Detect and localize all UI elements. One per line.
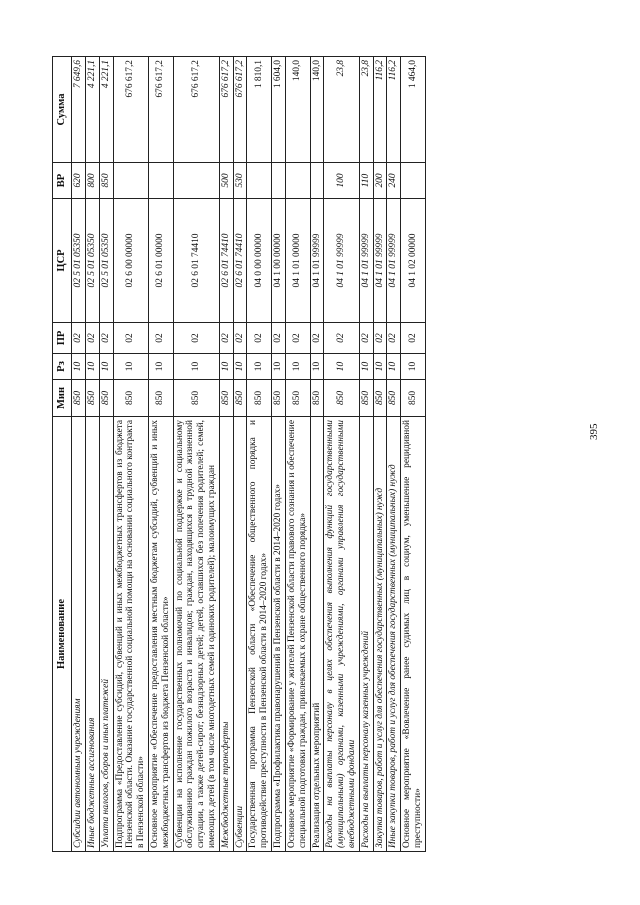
cell-rz: 10	[373, 354, 387, 380]
cell-pr: 02	[373, 323, 387, 354]
table-row	[99, 57, 113, 852]
cell-sum: 1 810,1	[247, 57, 272, 163]
cell-min: 850	[401, 380, 426, 417]
cell-vr: 500	[219, 163, 233, 199]
table-row	[285, 57, 310, 852]
cell-sum: 4 221,1	[99, 57, 113, 163]
budget-table-container	[52, 57, 582, 852]
table-row	[72, 57, 86, 852]
column-header-sum: Сумма	[53, 57, 72, 163]
table-row	[173, 57, 219, 852]
cell-csr: 04 1 01 00000	[285, 199, 310, 323]
cell-pr: 02	[173, 323, 219, 354]
cell-pr: 02	[310, 323, 324, 354]
cell-pr: 02	[387, 323, 401, 354]
cell-sum: 676 617,2	[148, 57, 173, 163]
cell-pr: 02	[233, 323, 247, 354]
cell-vr	[285, 163, 310, 199]
cell-name: Межбюджетные трансферты	[219, 417, 233, 852]
cell-pr: 02	[72, 323, 86, 354]
table-row	[113, 57, 148, 852]
cell-rz: 10	[219, 354, 233, 380]
table-row	[373, 57, 387, 852]
cell-csr: 02 5 01 05350	[99, 199, 113, 323]
cell-name: Субвенции на исполнение государственных полномочий по социальной поддержке и социальному обслуживанию граждан пожилого возраста и инвалидов; граждан, находящихся в трудной жизненной ситуации, а также детей-сирот; безнадзорных детей; детей, оставшихся без попечения родителей; семей, имеющих детей (в том числе многодетных семей и одиноких родителей); малоимущих граждан	[173, 417, 219, 852]
cell-vr: 200	[373, 163, 387, 199]
cell-rz: 10	[401, 354, 426, 380]
cell-csr: 04 1 01 99999	[310, 199, 324, 323]
cell-min: 850	[85, 380, 99, 417]
cell-vr: 240	[387, 163, 401, 199]
cell-csr: 04 1 00 00000	[272, 199, 286, 323]
cell-name: Подпрограмма «Предоставление субсидий, субвенций и иных межбюджетных трансфертов из бюджета Пензенской области. Оказание государственной социальной помощи на основании социального контракта в Пензенской области»	[113, 417, 148, 852]
cell-csr: 02 6 01 00000	[148, 199, 173, 323]
column-header-pr: ПР	[53, 323, 72, 354]
cell-vr	[401, 163, 426, 199]
table-row	[148, 57, 173, 852]
cell-rz: 10	[85, 354, 99, 380]
column-header-name: Наименование	[53, 417, 72, 852]
cell-csr: 04 0 00 00000	[247, 199, 272, 323]
cell-sum: 1 464,0	[401, 57, 426, 163]
cell-min: 850	[324, 380, 359, 417]
cell-pr: 02	[99, 323, 113, 354]
page-number: 395	[588, 423, 600, 440]
cell-csr: 02 6 01 74410	[173, 199, 219, 323]
table-row	[387, 57, 401, 852]
table-body	[72, 57, 426, 852]
cell-pr: 02	[113, 323, 148, 354]
cell-sum: 116,2	[387, 57, 401, 163]
cell-pr: 02	[324, 323, 359, 354]
cell-sum: 23,8	[359, 57, 373, 163]
cell-vr	[148, 163, 173, 199]
cell-sum: 676 617,2	[173, 57, 219, 163]
cell-name: Иные бюджетные ассигнования	[85, 417, 99, 852]
cell-min: 850	[113, 380, 148, 417]
cell-csr: 04 1 01 99999	[359, 199, 373, 323]
cell-pr: 02	[247, 323, 272, 354]
table-row	[359, 57, 373, 852]
cell-pr: 02	[359, 323, 373, 354]
cell-name: Субвенции	[233, 417, 247, 852]
cell-vr: 100	[324, 163, 359, 199]
cell-min: 850	[219, 380, 233, 417]
cell-sum: 140,0	[285, 57, 310, 163]
cell-rz: 10	[272, 354, 286, 380]
cell-vr: 800	[85, 163, 99, 199]
cell-min: 850	[148, 380, 173, 417]
table-row	[219, 57, 233, 852]
table-row	[310, 57, 324, 852]
cell-name: Уплата налогов, сборов и иных платежей	[99, 417, 113, 852]
cell-sum: 4 221,1	[85, 57, 99, 163]
cell-csr: 04 1 01 99999	[373, 199, 387, 323]
cell-rz: 10	[173, 354, 219, 380]
table-row	[233, 57, 247, 852]
budget-table	[52, 56, 426, 852]
cell-csr: 04 1 01 99999	[387, 199, 401, 323]
cell-name: Субсидии автономным учреждениям	[72, 417, 86, 852]
cell-vr: 530	[233, 163, 247, 199]
cell-min: 850	[272, 380, 286, 417]
cell-sum: 116,2	[373, 57, 387, 163]
cell-rz: 10	[72, 354, 86, 380]
cell-min: 850	[359, 380, 373, 417]
cell-csr: 02 6 01 74410	[219, 199, 233, 323]
cell-vr: 110	[359, 163, 373, 199]
cell-rz: 10	[148, 354, 173, 380]
cell-pr: 02	[219, 323, 233, 354]
cell-min: 850	[373, 380, 387, 417]
cell-name: Реализация отдельных мероприятий	[310, 417, 324, 852]
cell-name: Расходы на выплаты персоналу в целях обеспечения выполнения функций государственными (муниципальными) органами, казенными учреждениями, органами управления государственными внебюджетными фондами	[324, 417, 359, 852]
cell-vr	[310, 163, 324, 199]
table-row	[85, 57, 99, 852]
cell-csr: 04 1 01 99999	[324, 199, 359, 323]
cell-rz: 10	[359, 354, 373, 380]
cell-csr: 02 5 01 05350	[72, 199, 86, 323]
cell-vr: 620	[72, 163, 86, 199]
cell-name: Государственная программа Пензенской области «Обеспечение общественного порядка и противодействие преступности в Пензенской области в 2014–2020 годах»	[247, 417, 272, 852]
cell-rz: 10	[310, 354, 324, 380]
cell-name: Иные закупки товаров, работ и услуг для обеспечения государственных (муниципальных) нужд	[387, 417, 401, 852]
table-row	[247, 57, 272, 852]
cell-name: Подпрограмма «Профилактика правонарушений в Пензенской области в 2014–2020 годах»	[272, 417, 286, 852]
cell-min: 850	[173, 380, 219, 417]
cell-name: Закупка товаров, работ и услуг для обеспечения государственных (муниципальных) нужд	[373, 417, 387, 852]
cell-min: 850	[247, 380, 272, 417]
cell-pr: 02	[85, 323, 99, 354]
cell-pr: 02	[272, 323, 286, 354]
cell-vr	[113, 163, 148, 199]
cell-csr: 02 6 00 00000	[113, 199, 148, 323]
cell-rz: 10	[233, 354, 247, 380]
cell-sum: 676 617,2	[233, 57, 247, 163]
cell-sum: 7 649,6	[72, 57, 86, 163]
cell-pr: 02	[148, 323, 173, 354]
cell-min: 850	[310, 380, 324, 417]
cell-csr: 02 6 01 74410	[233, 199, 247, 323]
column-header-vr: ВР	[53, 163, 72, 199]
cell-sum: 140,0	[310, 57, 324, 163]
cell-pr: 02	[401, 323, 426, 354]
cell-vr: 850	[99, 163, 113, 199]
cell-rz: 10	[324, 354, 359, 380]
column-header-rz: Рз	[53, 354, 72, 380]
cell-rz: 10	[99, 354, 113, 380]
cell-sum: 1 604,0	[272, 57, 286, 163]
cell-rz: 10	[247, 354, 272, 380]
table-row	[272, 57, 286, 852]
cell-rz: 10	[285, 354, 310, 380]
cell-name: Основное мероприятие «Вовлечение ранее судимых лиц в социум, уменьшение рецидивной преступности»	[401, 417, 426, 852]
cell-min: 850	[285, 380, 310, 417]
cell-min: 850	[387, 380, 401, 417]
column-header-min: Мин	[53, 380, 72, 417]
cell-sum: 23,8	[324, 57, 359, 163]
cell-csr: 04 1 02 00000	[401, 199, 426, 323]
cell-min: 850	[99, 380, 113, 417]
table-header-row	[53, 57, 72, 852]
cell-vr	[173, 163, 219, 199]
cell-csr: 02 5 01 05350	[85, 199, 99, 323]
cell-pr: 02	[285, 323, 310, 354]
column-header-csr: ЦСР	[53, 199, 72, 323]
cell-rz: 10	[113, 354, 148, 380]
cell-sum: 676 617,2	[219, 57, 233, 163]
cell-sum: 676 617,2	[113, 57, 148, 163]
cell-rz: 10	[387, 354, 401, 380]
cell-vr	[247, 163, 272, 199]
cell-name: Расходы на выплаты персоналу казенных учреждений	[359, 417, 373, 852]
table-row	[401, 57, 426, 852]
cell-min: 850	[72, 380, 86, 417]
table-row	[324, 57, 359, 852]
cell-vr	[272, 163, 286, 199]
cell-name: Основное мероприятие «Обеспечение предоставления местным бюджетам субсидий, субвенций и иных межбюджетных трансфертов из бюджета Пензенской области»	[148, 417, 173, 852]
cell-name: Основное мероприятие «Формирование у жителей Пензенской области правового сознания и обеспечение специальной подготовки граждан, привлекаемых к охране общественного порядка»	[285, 417, 310, 852]
cell-min: 850	[233, 380, 247, 417]
